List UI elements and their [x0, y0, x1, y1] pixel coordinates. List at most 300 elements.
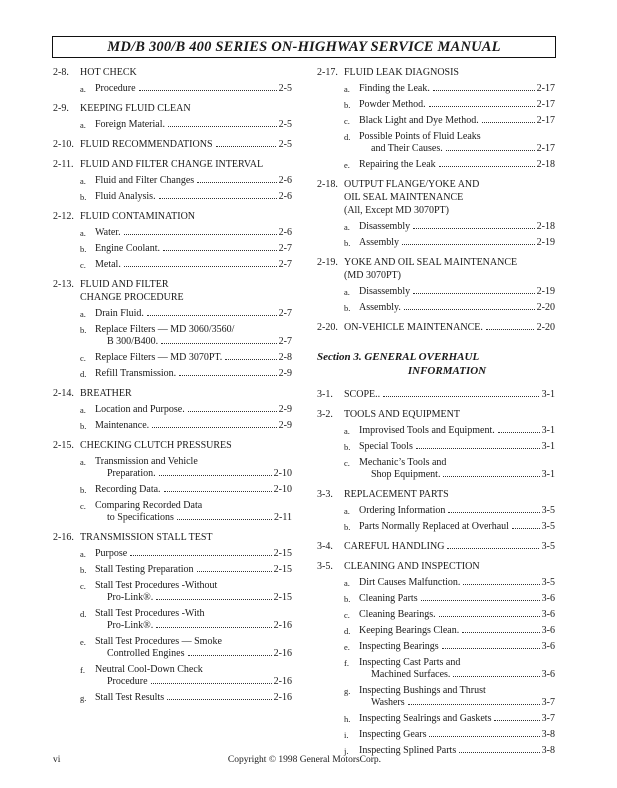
- entry-body: [95, 500, 292, 524]
- section-title: [80, 439, 292, 452]
- entry-body: [359, 221, 555, 233]
- entry-line: [95, 243, 292, 255]
- section-title: [80, 138, 292, 151]
- entry-letter: c.: [80, 581, 86, 591]
- entry-text: Inspecting Bearings: [359, 641, 439, 652]
- section-title-text: CHECKING CLUTCH PRESSURES: [80, 440, 232, 451]
- entry-body: [95, 420, 292, 432]
- entry-line: [359, 577, 555, 589]
- section-title-text: CLEANING AND INSPECTION: [344, 561, 480, 572]
- entry-line: [95, 564, 292, 576]
- entry-body: [359, 131, 555, 155]
- dot-leader: [459, 752, 539, 753]
- page-ref: 2-20: [536, 322, 555, 333]
- entry-text: Neutral Cool-Down Check: [95, 664, 203, 675]
- dot-leader: [429, 736, 539, 737]
- entry-body: [359, 441, 555, 453]
- dot-leader: [447, 548, 538, 549]
- entry-body: [95, 564, 292, 576]
- entry-text: Powder Method.: [359, 99, 426, 110]
- dot-leader: [163, 250, 277, 251]
- section-title-text: OIL SEAL MAINTENANCE: [344, 192, 464, 203]
- entry-text: Disassembly: [359, 286, 411, 297]
- entry-letter: i.: [344, 730, 349, 740]
- entry-body: [95, 324, 292, 348]
- toc-entry: [344, 99, 555, 111]
- page-ref: 2-16: [273, 692, 292, 703]
- toc-entry: [80, 636, 292, 660]
- entry-letter: b.: [344, 238, 351, 248]
- entry-text: Replace Filters — MD 3070PT.: [95, 352, 223, 363]
- entry-line: [359, 713, 555, 725]
- entry-text: Recording Data.: [95, 484, 161, 495]
- entry-letter: b.: [80, 485, 87, 495]
- entry-body: [359, 713, 555, 725]
- page-ref: 2-7: [278, 243, 292, 254]
- entry-line: [359, 286, 555, 298]
- toc-section: [53, 102, 292, 115]
- section-title-text: YOKE AND OIL SEAL MAINTENANCE: [344, 257, 518, 268]
- entry-line: [359, 469, 555, 481]
- entry-text: Engine Coolant.: [95, 243, 160, 254]
- entry-letter: g.: [80, 693, 87, 703]
- section-title: [80, 210, 292, 223]
- entry-letter: d.: [80, 369, 87, 379]
- entry-line: [95, 191, 292, 203]
- page-ref: 2-18: [536, 221, 555, 232]
- toc-section: [53, 66, 292, 79]
- section-title: [80, 531, 292, 544]
- entry-line: [95, 227, 292, 239]
- entry-text: Replace Filters — MD 3060/3560/: [95, 324, 235, 335]
- toc-entry: [344, 609, 555, 621]
- entry-letter: d.: [80, 609, 87, 619]
- entry-body: [95, 243, 292, 255]
- entry-line: [359, 609, 555, 621]
- section-number: 2-10.: [53, 139, 74, 150]
- dot-leader: [429, 106, 535, 107]
- entry-line: [95, 83, 292, 95]
- dot-leader: [383, 396, 539, 397]
- toc-entry: [80, 580, 292, 604]
- entry-body: [95, 692, 292, 704]
- entry-line: [359, 441, 555, 453]
- page-ref: 2-10: [273, 484, 292, 495]
- entry-line: [359, 697, 555, 709]
- section-title-text: (MD 3070PT): [344, 270, 401, 281]
- entry-body: [359, 115, 555, 127]
- dot-leader: [421, 600, 540, 601]
- toc-entry: [80, 83, 292, 95]
- section-number: 3-3.: [317, 489, 333, 500]
- section-number: 2-13.: [53, 279, 74, 290]
- entry-text: Cleaning Parts: [359, 593, 418, 604]
- page-ref: 2-9: [278, 404, 292, 415]
- entry-text: Foreign Material.: [95, 119, 165, 130]
- entry-text: Purpose: [95, 548, 128, 559]
- section-title: [80, 158, 292, 171]
- dot-leader: [404, 309, 535, 310]
- page-ref: 2-5: [278, 83, 292, 94]
- toc-entry: [80, 548, 292, 560]
- entry-text: B 300/B400.: [107, 336, 159, 347]
- section-title: [80, 102, 292, 115]
- entry-text: Inspecting Cast Parts and: [359, 657, 461, 668]
- entry-text: Possible Points of Fluid Leaks: [359, 131, 481, 142]
- dot-leader: [124, 266, 277, 267]
- entry-text: Repairing the Leak: [359, 159, 436, 170]
- entry-body: [359, 457, 555, 481]
- entry-body: [95, 83, 292, 95]
- entry-text: Shop Equipment.: [371, 469, 441, 480]
- section-title: [344, 256, 555, 282]
- section-3-heading-line2: INFORMATION: [407, 365, 487, 377]
- copyright-notice: Copyright © 1998 General MotorsCorp.: [227, 755, 382, 765]
- entry-body: [95, 404, 292, 416]
- page-ref: 2-19: [536, 286, 555, 297]
- dot-leader: [413, 293, 535, 294]
- section-number: 2-20.: [317, 322, 338, 333]
- entry-letter: g.: [344, 686, 351, 696]
- entry-line: [95, 175, 292, 187]
- dot-leader: [512, 528, 540, 529]
- toc-left-column: [53, 66, 292, 704]
- entry-body: [95, 259, 292, 271]
- toc-entry: [80, 564, 292, 576]
- entry-text: Stall Test Procedures -With: [95, 608, 205, 619]
- section-title: [344, 321, 555, 334]
- section-number: 2-18.: [317, 179, 338, 190]
- toc-section: [317, 178, 555, 217]
- dot-leader: [130, 555, 271, 556]
- page-ref: 3-6: [541, 669, 555, 680]
- dot-leader: [197, 182, 276, 183]
- entry-text: Washers: [371, 697, 405, 708]
- entry-letter: b.: [344, 594, 351, 604]
- entry-text: Procedure: [107, 676, 148, 687]
- dot-leader: [188, 411, 277, 412]
- page-ref: 2-5: [278, 119, 292, 130]
- section-title: [344, 178, 555, 217]
- toc-entry: [80, 368, 292, 380]
- entry-letter: a.: [80, 549, 86, 559]
- dot-leader: [442, 648, 540, 649]
- section-title-text: TOOLS AND EQUIPMENT: [344, 409, 460, 420]
- toc-entry: [80, 119, 292, 131]
- entry-letter: b.: [80, 192, 87, 202]
- page-ref: 2-7: [278, 259, 292, 270]
- entry-letter: b.: [344, 303, 351, 313]
- toc-entry: [80, 420, 292, 432]
- entry-letter: j.: [344, 746, 349, 756]
- entry-body: [359, 99, 555, 111]
- entry-letter: e.: [80, 637, 86, 647]
- entry-text: Inspecting Bushings and Thrust: [359, 685, 486, 696]
- entry-letter: e.: [344, 160, 350, 170]
- entry-line: [95, 468, 292, 480]
- toc-entry: [80, 692, 292, 704]
- entry-letter: a.: [344, 222, 350, 232]
- section-title: [80, 66, 292, 79]
- entry-text: Mechanic’s Tools and: [359, 457, 447, 468]
- page-ref: 2-8: [278, 352, 292, 363]
- entry-text: Preparation.: [107, 468, 156, 479]
- entry-line: [95, 692, 292, 704]
- dot-leader: [179, 375, 277, 376]
- entry-body: [359, 237, 555, 249]
- page-ref: 2-16: [273, 620, 292, 631]
- dot-leader: [156, 599, 271, 600]
- toc-section: [53, 158, 292, 171]
- dot-leader: [439, 166, 535, 167]
- page-ref: 2-6: [278, 191, 292, 202]
- section-title-line: [344, 540, 555, 553]
- section-number: 2-9.: [53, 103, 69, 114]
- dot-leader: [446, 150, 535, 151]
- dot-leader: [413, 228, 535, 229]
- section-title: [344, 388, 555, 401]
- entry-text: Improvised Tools and Equipment.: [359, 425, 495, 436]
- entry-text: Cleaning Bearings.: [359, 609, 436, 620]
- toc-entry: [80, 191, 292, 203]
- entry-text: Assembly: [359, 237, 399, 248]
- entry-letter: b.: [80, 421, 87, 431]
- entry-text: Parts Normally Replaced at Overhaul: [359, 521, 509, 532]
- entry-text: Special Tools: [359, 441, 413, 452]
- dot-leader: [216, 146, 276, 147]
- entry-body: [95, 664, 292, 688]
- toc-entry: [80, 664, 292, 688]
- entry-body: [95, 580, 292, 604]
- dot-leader: [486, 329, 534, 330]
- entry-line: [95, 512, 292, 524]
- section-title-text: OUTPUT FLANGE/YOKE AND: [344, 179, 480, 190]
- section-number: 2-17.: [317, 67, 338, 78]
- entry-body: [95, 368, 292, 380]
- section-number: 3-2.: [317, 409, 333, 420]
- dot-leader: [453, 676, 539, 677]
- page-ref: 3-1: [541, 425, 555, 436]
- toc-entry: [344, 657, 555, 681]
- dot-leader: [159, 475, 272, 476]
- entry-text: Fluid and Filter Changes: [95, 175, 195, 186]
- toc-entry: [344, 286, 555, 298]
- entry-text: Dirt Causes Malfunction.: [359, 577, 461, 588]
- toc-entry: [80, 500, 292, 524]
- page-ref: 2-17: [536, 115, 555, 126]
- section-title-text: BREATHER: [80, 388, 132, 399]
- entry-line: [95, 368, 292, 380]
- entry-line: [359, 83, 555, 95]
- entry-letter: b.: [80, 244, 87, 254]
- entry-line: [359, 237, 555, 249]
- entry-text: Location and Purpose.: [95, 404, 185, 415]
- section-title-text: ON-VEHICLE MAINTENANCE.: [344, 322, 483, 333]
- entry-line: [95, 592, 292, 604]
- page-ref: 2-7: [278, 336, 292, 347]
- dot-leader: [463, 584, 539, 585]
- page-ref: 2-16: [273, 648, 292, 659]
- section-title: [344, 488, 555, 501]
- entry-body: [95, 191, 292, 203]
- section-number: 3-4.: [317, 541, 333, 552]
- page-ref: 2-7: [278, 308, 292, 319]
- toc-entry: [344, 713, 555, 725]
- entry-line: [95, 404, 292, 416]
- entry-line: [359, 593, 555, 605]
- page-ref: 3-7: [541, 697, 555, 708]
- entry-body: [95, 175, 292, 187]
- entry-body: [359, 657, 555, 681]
- page-ref: 2-17: [536, 143, 555, 154]
- entry-line: [95, 648, 292, 660]
- toc-entry: [80, 404, 292, 416]
- entry-text: Assembly.: [359, 302, 401, 313]
- toc-section: [53, 387, 292, 400]
- page-ref: 2-17: [536, 83, 555, 94]
- page-ref: 3-6: [541, 609, 555, 620]
- entry-letter: f.: [344, 658, 349, 668]
- toc-entry: [344, 115, 555, 127]
- dot-leader: [156, 627, 271, 628]
- section-title-text: CAREFUL HANDLING: [344, 541, 445, 552]
- toc-entry: [344, 625, 555, 637]
- section-number: 2-16.: [53, 532, 74, 543]
- entry-line: [359, 302, 555, 314]
- toc-entry: [344, 159, 555, 171]
- toc-entry: [344, 457, 555, 481]
- toc-section: [53, 138, 292, 151]
- page-ref: 2-20: [536, 302, 555, 313]
- section-number: 2-19.: [317, 257, 338, 268]
- entry-line: [359, 625, 555, 637]
- page-ref: 2-15: [273, 548, 292, 559]
- toc-entry: [344, 131, 555, 155]
- section-title-text: (All, Except MD 3070PT): [344, 205, 449, 216]
- dot-leader: [416, 448, 540, 449]
- toc-entry: [344, 593, 555, 605]
- dot-leader: [433, 90, 535, 91]
- entry-letter: a.: [344, 287, 350, 297]
- dot-leader: [151, 683, 272, 684]
- entry-line: [359, 99, 555, 111]
- dot-leader: [159, 198, 277, 199]
- section-title-text: FLUID AND FILTER: [80, 279, 169, 290]
- page-ref: 2-6: [278, 175, 292, 186]
- entry-line: [359, 505, 555, 517]
- dot-leader: [408, 704, 540, 705]
- page-ref: 3-6: [541, 625, 555, 636]
- entry-line: [359, 641, 555, 653]
- entry-letter: a.: [344, 578, 350, 588]
- entry-text: Drain Fluid.: [95, 308, 144, 319]
- page-ref: 3-6: [541, 641, 555, 652]
- entry-text: Metal.: [95, 259, 121, 270]
- page-ref: 2-19: [536, 237, 555, 248]
- entry-text: Stall Testing Preparation: [95, 564, 194, 575]
- section-number: 2-12.: [53, 211, 74, 222]
- entry-line: [95, 352, 292, 364]
- entry-letter: f.: [80, 665, 85, 675]
- dot-leader: [161, 343, 277, 344]
- entry-line: [359, 729, 555, 741]
- section-title-text: FLUID LEAK DIAGNOSIS: [344, 67, 459, 78]
- entry-letter: a.: [80, 457, 86, 467]
- entry-text: to Specifications: [107, 512, 174, 523]
- section-title-text: REPLACEMENT PARTS: [344, 489, 449, 500]
- page-number: vi: [53, 755, 61, 765]
- entry-text: Stall Test Procedures — Smoke: [95, 636, 222, 647]
- section-number: 2-8.: [53, 67, 69, 78]
- entry-text: Procedure: [95, 83, 136, 94]
- toc-section: [317, 408, 555, 421]
- entry-letter: b.: [344, 522, 351, 532]
- toc-entry: [344, 302, 555, 314]
- entry-text: Controlled Engines: [107, 648, 185, 659]
- dot-leader: [167, 699, 272, 700]
- section-number: 2-14.: [53, 388, 74, 399]
- dot-leader: [494, 720, 539, 721]
- entry-letter: b.: [344, 442, 351, 452]
- dot-leader: [439, 616, 540, 617]
- entry-letter: b.: [80, 565, 87, 575]
- entry-line: [359, 143, 555, 155]
- page-ref: 3-7: [541, 713, 555, 724]
- toc-section: [317, 488, 555, 501]
- entry-body: [95, 352, 292, 364]
- dot-leader: [448, 512, 539, 513]
- page-ref: 2-9: [278, 368, 292, 379]
- dot-leader: [462, 632, 539, 633]
- dot-leader: [482, 122, 535, 123]
- dot-leader: [152, 427, 277, 428]
- entry-body: [359, 505, 555, 517]
- toc-entry: [80, 243, 292, 255]
- entry-body: [359, 83, 555, 95]
- entry-text: Water.: [95, 227, 121, 238]
- entry-text: Finding the Leak.: [359, 83, 430, 94]
- entry-letter: a.: [80, 405, 86, 415]
- toc-entry: [344, 425, 555, 437]
- entry-body: [95, 636, 292, 660]
- toc-section: [53, 210, 292, 223]
- entry-letter: a.: [80, 176, 86, 186]
- toc-entry: [344, 685, 555, 709]
- page-ref: 2-17: [536, 99, 555, 110]
- dot-leader: [197, 571, 272, 572]
- dot-leader: [498, 432, 540, 433]
- page-ref: 2-15: [273, 564, 292, 575]
- entry-body: [95, 456, 292, 480]
- entry-letter: a.: [80, 120, 86, 130]
- dot-leader: [124, 234, 277, 235]
- page-ref: 3-5: [541, 577, 555, 588]
- entry-line: [95, 420, 292, 432]
- page-ref: 3-6: [541, 593, 555, 604]
- section-title-text: SCOPE..: [344, 389, 381, 400]
- toc-entry: [344, 729, 555, 741]
- toc-entry: [344, 521, 555, 533]
- entry-line: [95, 548, 292, 560]
- section-title-line: [80, 138, 292, 151]
- page-ref: 2-11: [274, 512, 292, 523]
- entry-text: Keeping Bearings Clean.: [359, 625, 460, 636]
- toc-entry: [80, 456, 292, 480]
- page-ref: 3-1: [541, 441, 555, 452]
- entry-body: [359, 286, 555, 298]
- entry-line: [95, 620, 292, 632]
- entry-text: Black Light and Dye Method.: [359, 115, 479, 126]
